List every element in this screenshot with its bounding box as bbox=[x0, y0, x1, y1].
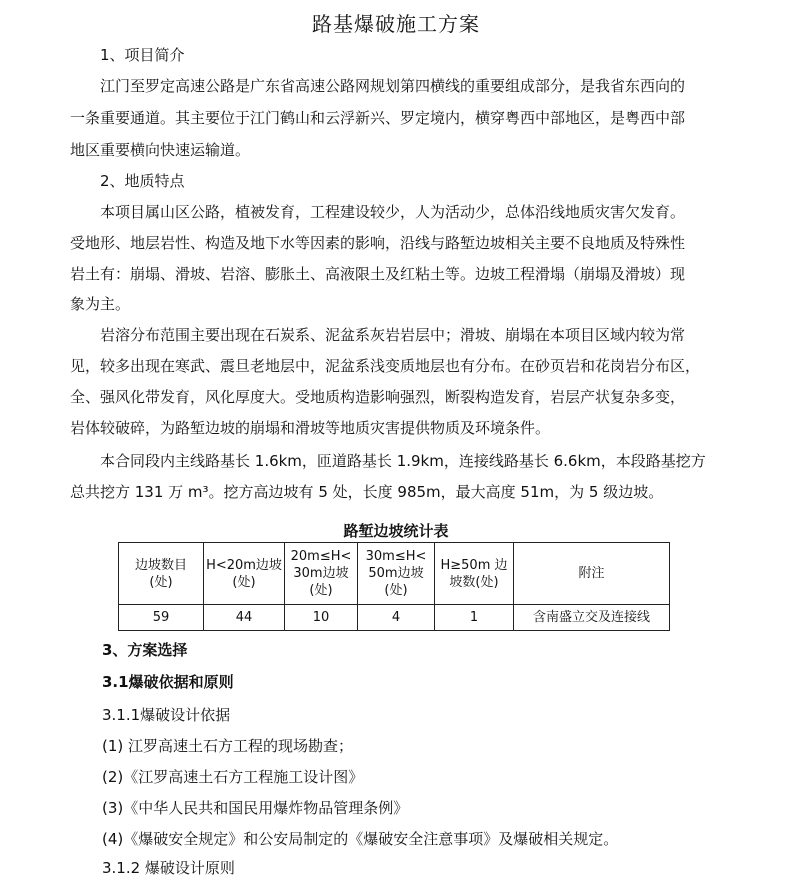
paragraph-4-line-1: 本合同段内主线路基长 1.6km，匝道路基长 1.9km，连接线路基长 6.6km，本段路基挖方 bbox=[100, 452, 706, 470]
table-header-row bbox=[119, 543, 670, 605]
table-caption: 路堑边坡统计表 bbox=[343, 522, 449, 540]
paragraph-1-line-2: 一条重要通道。其主要位于江门鹤山和云浮新兴、罗定境内，横穿粤西中部地区，是粤西中部 bbox=[70, 109, 686, 127]
cell-h-under-20: 44 bbox=[204, 605, 285, 631]
paragraph-2-line-3: 岩土有：崩塌、滑坡、岩溶、膨胀土、高液限土及红粘土等。边坡工程滑塌（崩塌及滑坡）现 bbox=[70, 265, 686, 283]
section-3-heading: 3、方案选择 bbox=[102, 641, 188, 659]
section-3-1-1-heading: 3.1.1爆破设计依据 bbox=[102, 706, 231, 724]
header-h-under-20: H<20m边坡 (处) bbox=[204, 543, 285, 605]
basis-item-1: (1) 江罗高速土石方工程的现场勘查； bbox=[102, 737, 354, 755]
paragraph-2-line-2: 受地形、地层岩性、构造及地下水等因素的影响，沿线与路堑边坡相关主要不良地质及特殊性 bbox=[70, 234, 686, 252]
paragraph-1-line-3: 地区重要横向快速运输道。 bbox=[70, 141, 251, 159]
paragraph-1-line-1: 江门至罗定高速公路是广东省高速公路网规划第四横线的重要组成部分，是我省东西向的 bbox=[100, 77, 686, 95]
header-h-over-50: H≥50m 边 坡数(处) bbox=[435, 543, 514, 605]
header-slope-count: 边坡数目 (处) bbox=[119, 543, 204, 605]
cell-h-30-50: 4 bbox=[358, 605, 435, 631]
paragraph-3-line-4: 岩体较破碎，为路堑边坡的崩塌和滑坡等地质灾害提供物质及环境条件。 bbox=[70, 419, 551, 437]
header-h-20-30: 20m≤H< 30m边坡 (处) bbox=[285, 543, 358, 605]
header-h-30-50: 30m≤H< 50m边坡 (处) bbox=[358, 543, 435, 605]
section-3-1-heading: 3.1爆破依据和原则 bbox=[102, 673, 234, 691]
document-title: 路基爆破施工方案 bbox=[312, 12, 480, 36]
paragraph-4-line-2: 总共挖方 131 万 m³。挖方高边坡有 5 处，长度 985m，最大高度 51m，为 5 级边坡。 bbox=[70, 483, 664, 501]
basis-item-3: (3)《中华人民共和国民用爆炸物品管理条例》 bbox=[102, 799, 409, 817]
table-row bbox=[119, 605, 670, 631]
basis-item-4: (4)《爆破安全规定》和公安局制定的《爆破安全注意事项》及爆破相关规定。 bbox=[102, 830, 619, 848]
cell-slope-count: 59 bbox=[119, 605, 204, 631]
slope-statistics-table bbox=[118, 542, 670, 631]
basis-item-2: (2)《江罗高速土石方工程施工设计图》 bbox=[102, 768, 364, 786]
section-1-heading: 1、项目简介 bbox=[100, 46, 185, 64]
paragraph-3-line-1: 岩溶分布范围主要出现在石炭系、泥盆系灰岩岩层中；滑坡、崩塌在本项目区域内较为常 bbox=[100, 326, 686, 344]
header-remarks: 附注 bbox=[514, 543, 670, 605]
paragraph-3-line-3: 全、强风化带发育，风化厚度大。受地质构造影响强烈，断裂构造发育，岩层产状复杂多变， bbox=[70, 388, 686, 406]
cell-h-over-50: 1 bbox=[435, 605, 514, 631]
paragraph-2-line-4: 象为主。 bbox=[70, 295, 131, 313]
section-3-1-2-heading: 3.1.2 爆破设计原则 bbox=[102, 859, 235, 877]
section-2-heading: 2、地质特点 bbox=[100, 172, 185, 190]
cell-h-20-30: 10 bbox=[285, 605, 358, 631]
cell-remarks: 含南盛立交及连接线 bbox=[514, 605, 670, 631]
paragraph-2-line-1: 本项目属山区公路，植被发育，工程建设较少，人为活动少，总体沿线地质灾害欠发育。 bbox=[100, 203, 686, 221]
paragraph-3-line-2: 见，较多出现在寒武、震旦老地层中，泥盆系浅变质地层也有分布。在砂页岩和花岗岩分布区， bbox=[70, 357, 701, 375]
